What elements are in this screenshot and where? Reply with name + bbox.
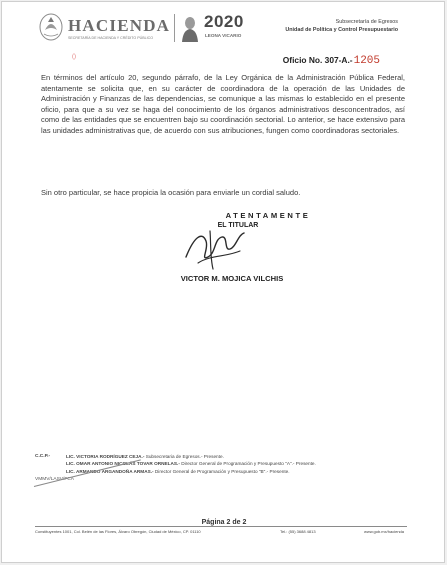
office-heading bbox=[285, 19, 398, 34]
page-number: Página 2 de 2 bbox=[201, 519, 247, 526]
margin-mark: () bbox=[72, 54, 76, 60]
office-line-2: Unidad de Política y Control Presupuestario bbox=[285, 26, 398, 33]
oficio-label: Oficio No. 307-A.- bbox=[282, 55, 353, 65]
body-paragraph-2: Sin otro particular, se hace propicia la ocasión para enviarle un cordial saludo. bbox=[41, 188, 301, 197]
typist-initials: VMMV/LASV/FCA bbox=[35, 477, 74, 482]
signer-name: VICTOR M. MOJICA VILCHIS bbox=[180, 274, 284, 283]
ccp-name: LIC. OMAR ANTONIO NICOLÁS TOVAR ORNELAS.- bbox=[66, 461, 180, 467]
header-divider bbox=[174, 14, 175, 42]
footer-website: www.gob.mx/hacienda bbox=[363, 529, 404, 534]
leona-vicario-portrait-icon bbox=[179, 14, 201, 42]
closing-atentamente: ATENTAMENTE bbox=[225, 211, 311, 220]
eagle-seal-icon bbox=[38, 12, 64, 42]
footer-phone: Tel.: (55) 3688 4813 bbox=[280, 529, 316, 534]
ccp-label: C.C.P.- bbox=[35, 454, 51, 459]
ccp-row bbox=[66, 453, 316, 460]
year-text: 2020 bbox=[204, 12, 244, 31]
ccp-name: LIC. ARMANDO ARGANDOÑA ARMAS.- bbox=[66, 468, 154, 474]
ccp-row bbox=[66, 460, 316, 467]
office-line-1: Subsecretaría de Egresos bbox=[335, 19, 398, 25]
ccp-name: LIC. VICTORIA RODRÍGUEZ CEJA.- bbox=[66, 454, 145, 459]
ccp-list bbox=[66, 453, 316, 475]
handwritten-signature bbox=[180, 227, 250, 271]
ccp-role: Subsecretaria de Egresos.- Presente. bbox=[145, 454, 224, 459]
year-logo bbox=[179, 14, 279, 44]
document-page bbox=[1, 1, 445, 563]
footer-divider bbox=[35, 526, 407, 527]
footer-address: Constituyentes 1001, Col. Belén de las Flores, Álvaro Obregón, Ciudad de México, CP. 01110 bbox=[35, 529, 201, 534]
logo-subtitle: SECRETARÍA DE HACIENDA Y CRÉDITO PÚBLICO bbox=[68, 36, 154, 40]
year-subtitle: LEONA VICARIO bbox=[205, 33, 242, 38]
ccp-role: Director General de Programación y Presupuesto "A".- Presente. bbox=[181, 461, 316, 467]
oficio-number: 1205 bbox=[353, 55, 380, 67]
logo-name: HACIENDA bbox=[68, 16, 171, 35]
closing-titular: EL TITULAR bbox=[217, 222, 259, 229]
ccp-role: Director General de Programación y Presupuesto "B".- Presente. bbox=[154, 468, 290, 474]
body-paragraph-1: En términos del artículo 20, segundo párrafo, de la Ley Orgánica de la Administración Pública Federal, atentamente se solicita que, en su carácter de coordinadora de la operación de las Unidades de Administración y Finanzas de las dependencias, se comunique a las mismas lo establecido en el presente oficio, para que a su vez se haga del conocimiento de los órganos administrativos desconcentrados, así como de las entidades que se encuentren bajo su coordinación sectorial. Lo anterior, se hace extensivo para las unidades administrativas que, de acuerdo con sus atribuciones, fungen como coordinadoras sectoriales. bbox=[41, 73, 405, 135]
oficio-reference bbox=[283, 55, 380, 67]
hacienda-logo bbox=[38, 12, 173, 48]
